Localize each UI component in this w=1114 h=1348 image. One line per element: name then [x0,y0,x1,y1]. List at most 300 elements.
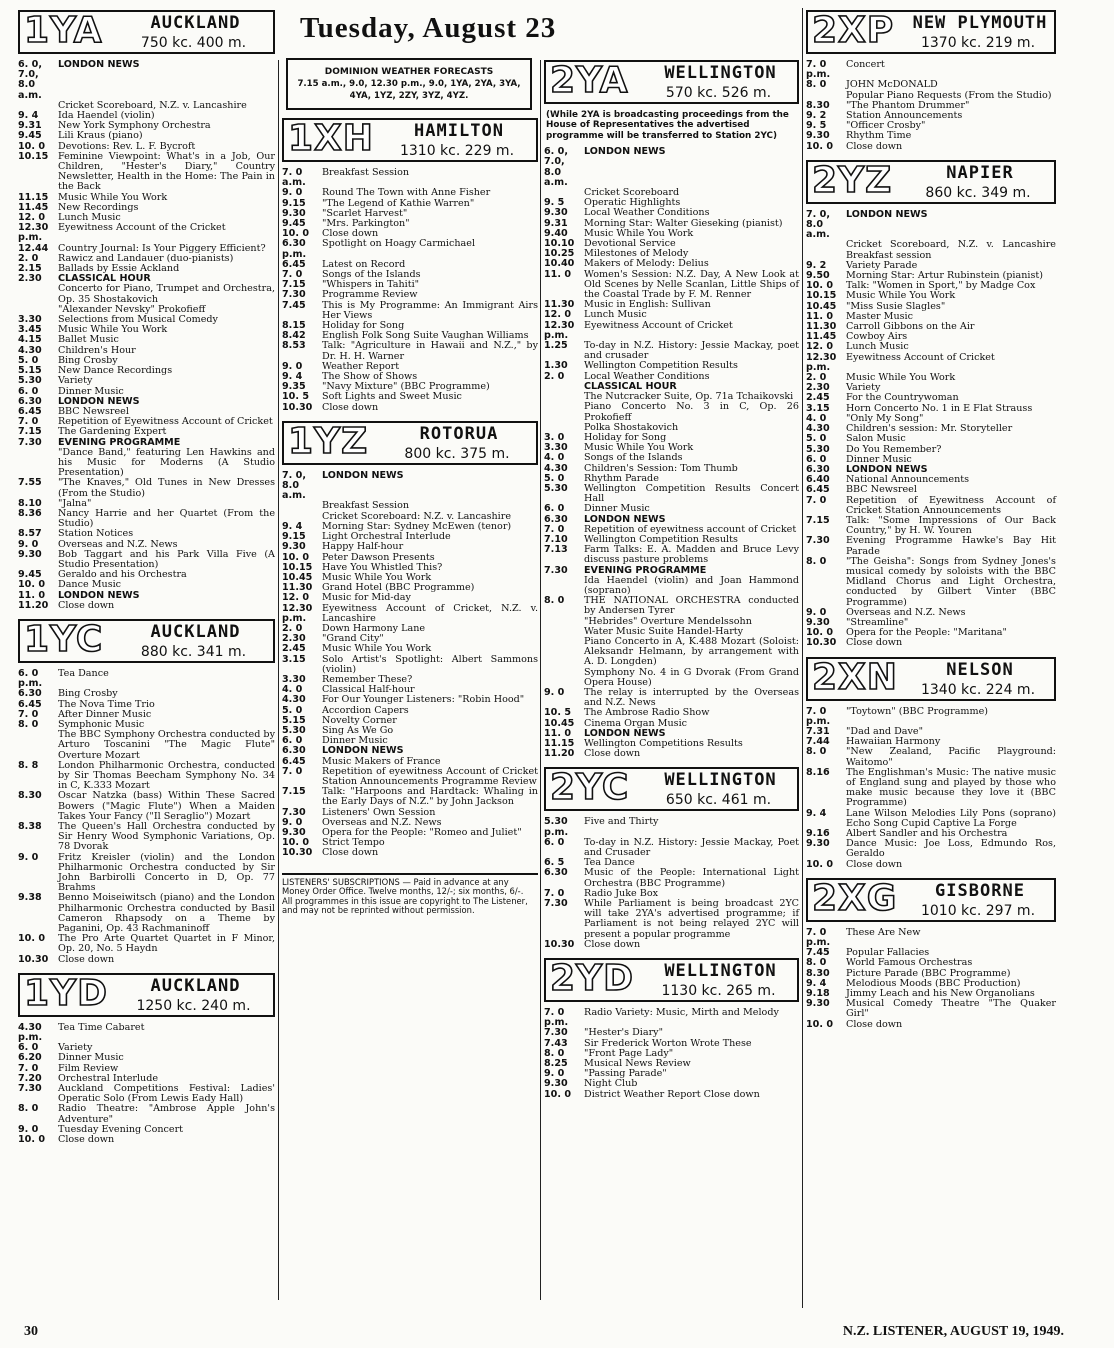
programme-time: 5.15 [18,365,42,377]
programme-time: 9.30 [544,1078,568,1090]
programme-time: 11.30 [544,299,575,311]
programme-title: Ida Haendel (violin) [58,110,155,122]
programme-time: 6.45 [806,484,830,496]
programme-title: LONDON NEWS [846,208,928,220]
station-frequency: 1370 kc. 219 m. [920,35,1036,51]
programme-title: For Our Younger Listeners: "Robin Hood" [322,694,525,706]
programme-title: Popular Fallacies [846,947,930,959]
programme-title: Accordion Capers [322,704,409,716]
programme-time: 8.42 [282,330,306,342]
programme-entry [806,536,1056,556]
programme-title: Tea Dance [58,667,109,679]
programme-time: 6.45 [18,405,42,417]
programme-title: Symphony No. 4 in G Dvorak (From Grand Opera House) [584,666,799,688]
programme-title: Picture Parade (BBC Programme) [846,967,1011,979]
programme-time: 10. 0 [282,837,310,849]
programme-entry [544,484,799,504]
weather-title: DOMINION WEATHER FORECASTS [324,67,494,77]
programme-time: 9. 5 [544,197,565,209]
programme-title: EVENING PROGRAMME [584,564,707,576]
programme-title: Concerto for Piano, Trumpet and Orchestra, Op. 35 Shostakovich [58,283,275,305]
station-header [18,973,275,1017]
station-frequency: 800 kc. 375 m. [404,445,510,462]
programme-title: These Are New [846,926,921,938]
programme-time: 7. 0 [282,765,303,777]
programme-entry [544,668,799,688]
programme-time: 7.45 [282,299,306,311]
station-header [806,10,1056,54]
station-1xh [282,118,538,421]
programme-entry [544,453,799,463]
programme-time: 9.45 [18,569,42,581]
programme-time: 7. 0 p.m. [806,926,831,949]
programme-time: 10.30 [282,847,313,859]
programme-time: 10.45 [282,571,313,583]
programme-entry [282,706,538,716]
programme-time: 9. 0 [18,851,39,863]
station-frequency: 1130 kc. 265 m. [661,983,776,1000]
station-frequency: 1310 kc. 229 m. [399,143,515,159]
programme-entry [544,817,799,837]
programme-entry [18,448,275,479]
station-frequency: 650 kc. 461 m. [665,792,772,809]
programme-title: Station Announcements [846,110,963,122]
programme-entry [544,1008,799,1028]
programme-time: 5.30 [282,724,306,736]
programme-title: Music While You Work [58,324,168,336]
programme-entry [18,761,275,792]
programme-title: Latest on Record [322,258,406,270]
programme-time: 11. 0 [544,727,572,739]
programme-title: Listeners' Own Session [322,806,436,818]
station-header [282,421,538,465]
programme-time: 7.13 [544,544,568,556]
programme-time: 6. 0 [544,503,565,515]
station-city: AUCKLAND [150,975,241,996]
programme-time: 11. 0 [544,268,572,280]
programme-time: 9.30 [806,130,830,142]
programme-title: "Navy Mixture" (BBC Programme) [322,381,490,393]
programme-entry [544,423,799,433]
station-1yz [282,421,538,867]
programme-time [544,668,584,688]
programme-title: Film Review [58,1062,119,1074]
station-callsign: 2YZ [812,159,893,201]
programme-entry [806,496,1056,516]
programme-title: "Passing Parade" [584,1068,667,1080]
programme-title: JOHN McDONALD [846,79,938,91]
programme-entry [806,131,1056,141]
programme-time: 9.30 [806,838,830,850]
programme-time: 10. 0 [282,228,310,240]
programme-title: The Pro Arte Quartet Quartet in F Minor, Op. 20, No. 5 Haydn [58,933,275,955]
programme-time: 9. 2 [806,110,827,122]
programme-time: 2.30 [282,633,306,645]
programme-entry [544,270,799,301]
programme-title: Tuesday Evening Concert [58,1123,184,1135]
programme-title: Sir Frederick Worton Wrote These [584,1037,752,1049]
programme-entry [18,669,275,689]
programme-entry [544,545,799,565]
programme-title: Carroll Gibbons on the Air [846,321,975,333]
programme-entry [18,934,275,954]
programme-time: 9.30 [806,616,830,628]
programme-time: 8. 0 [544,1047,565,1059]
programme-title: Children's Hour [58,344,136,356]
programme-time: 9.18 [806,988,830,1000]
programme-time: 7.45 [806,947,830,959]
programme-title: For the Countrywoman [846,392,959,404]
programme-title: District Weather Report Close down [584,1088,760,1100]
programme-entry [18,509,275,529]
programme-time: 9. 0 [282,360,303,372]
programme-title: Eyewitness Account of Cricket [584,319,733,331]
station-header [282,118,538,162]
programme-entry [282,624,538,634]
programme-entry [282,532,538,542]
station-header [18,10,275,54]
programme-entry [806,628,1056,638]
programme-entry [282,209,538,219]
programme-time: 10. 0 [806,1018,834,1030]
programme-time: 4.15 [18,334,42,346]
programme-title: New Dance Recordings [58,365,173,377]
programme-time: 2. 0 [282,622,303,634]
programme-title: "The Legend of Kathie Warren" [322,197,475,209]
programme-time: 9. 4 [18,110,39,122]
programme-time: 2.15 [18,263,42,275]
programme-title: To-day in N.Z. History: Jessie Mackay, poet and crusader [584,340,799,362]
programme-title: Fritz Kreisler (violin) and the London Philharmonic Orchestra conducted by Sir John Barbirolli Concerto in D, Op. 77 Brahms [58,851,275,894]
programme-time: 10. 5 [282,391,310,403]
programme-time: 10. 0 [806,858,834,870]
programme-entry [806,121,1056,131]
programme-title: Close down [846,140,903,152]
programme-title: Morning Star: Walter Gieseking (pianist) [584,217,783,229]
programme-title: Music While You Work [322,571,432,583]
subscriptions-text: LISTENERS' SUBSCRIPTIONS — Paid in advance at any Money Order Office. Twelve months, 12/-; six months, 6/-. [282,876,524,897]
station-city: HAMILTON [414,121,504,141]
programme-title: Eyewitness Account of Cricket [846,351,995,363]
station-spacer [806,152,1056,160]
programme-title: Cowboy Airs [846,331,908,343]
programme-time: 8.10 [18,497,42,509]
programme-time: 6.30 [544,867,568,879]
programme-title: Morning Star: Artur Rubinstein (pianist) [846,270,1043,282]
programme-time: 9. 5 [806,120,827,132]
programme-time: 6. 0 [18,385,39,397]
programme-title: Have You Whistled This? [322,561,443,573]
programme-title: Melodious Moods (BBC Production) [846,977,1021,989]
programme-entry [806,516,1056,536]
programme-title: Country Journal: Is Your Piggery Efficient? [58,242,266,254]
programme-entry [806,839,1056,859]
programme-entry [544,147,799,188]
station-header [806,657,1056,701]
station-2yc [544,767,799,958]
programme-time: 7.30 [806,535,830,547]
programme-title: Operatic Highlights [584,197,681,209]
programme-time: 2.45 [282,643,306,655]
programme-time: 7.15 [282,279,306,291]
programme-title: Women's Session: N.Z. Day, A New Look at Old Scenes by Nelle Scanlan, Little Ships of the Coastal Trade by F. M. Renner [584,268,799,301]
programme-entry [282,644,538,654]
programme-entry [806,860,1056,870]
station-spacer [18,965,275,973]
programme-time: 7.44 [806,736,830,748]
programme-time: 6. 0, 7.0, 8.0 a.m. [544,146,568,188]
programme-title: Holiday for Song [322,320,405,332]
programme-time: 6. 0 [282,735,303,747]
programme-entry [806,475,1056,485]
programme-title: Round The Town with Anne Fisher [322,187,491,199]
programme-title: BBC Newsreel [846,484,917,496]
station-header [806,160,1056,204]
programme-time: 11.30 [806,321,837,333]
programme-title: Music While You Work [584,227,694,239]
station-1ya [18,10,275,619]
programme-time: 8. 0 [806,79,827,91]
programme-title: "The Geisha": Songs from Sydney Jones's musical comedy by soloists with the BBC Midland Chorus and Light Orchestra, conducted by Gilbert Vinter (BBC Programme) [846,555,1056,608]
programme-title: Oscar Natzka (bass) Within These Sacred Bowers ("Magic Flute") When a Maiden Takes Your Fancy ("Il Seraglio") Mozart [58,790,275,822]
programme-time: 9.35 [282,381,306,393]
programme-entry [18,822,275,853]
programme-time: 8. 0 [806,957,827,969]
programme-time: 8. 8 [18,759,39,771]
programme-title: Overseas and N.Z. News [322,816,442,828]
programme-time: 9.30 [282,207,306,219]
station-spacer [806,1030,1056,1038]
programme-entry [282,239,538,259]
programme-title: New Recordings [58,201,139,213]
programme-title: Light Orchestral Interlude [322,531,451,543]
programme-time: 10.25 [544,248,575,260]
programme-title: Hawaiian Harmony [846,736,941,748]
programme-title: Children's Session: Tom Thumb [584,462,738,474]
programme-title: Dinner Music [58,385,124,397]
programme-time: 10.30 [544,938,575,950]
programme-title: Bing Crosby [58,688,118,700]
programme-entry [282,736,538,746]
programme-title: Wellington Competition Results [584,360,738,372]
programme-title: Music for Mid-day [322,592,411,604]
programme-time: 3.30 [544,442,568,454]
programme-title: Feminine Viewpoint: What's in a Job, Our Children, "Hester's Diary," Country Newsletter, Health in the Home: The Pain in the Back [58,150,275,193]
programme-time: 7. 0 [544,887,565,899]
programme-title: Musical News Review [584,1058,691,1070]
programme-entry [806,768,1056,809]
programme-title: Radio Variety: Music, Mirth and Melody [584,1007,779,1019]
programme-time: 12. 0 [18,212,46,224]
programme-time: 9. 2 [806,259,827,271]
programme-title: World Famous Orchestras [846,957,973,969]
programme-time: 5.30 p.m. [544,816,569,838]
programme-title: Overseas and N.Z. News [58,538,178,550]
programme-title: Children's session: Mr. Storyteller [846,423,1013,435]
programme-entry [18,791,275,822]
programme-time: 2. 0 [806,372,827,384]
weather-box [286,58,532,110]
programme-title: Radio Theatre: "Ambrose Apple John's Adventure" [58,1103,275,1125]
programme-time: 7.10 [544,533,568,545]
programme-entry [544,899,799,940]
programme-time: 4.30 [18,344,42,356]
programme-entry [18,284,275,304]
programme-title: "Front Page Lady" [584,1047,674,1059]
programme-time: 10. 0 [18,579,46,591]
programme-title: Soft Lights and Sweet Music [322,391,462,403]
programme-entry [544,576,799,596]
programme-title: "Officer Crosby" [846,120,926,132]
programme-title: Orchestral Interlude [58,1072,159,1084]
station-2yd [544,958,799,1108]
station-city: GISBORNE [935,880,1025,901]
programme-time: 10. 0 [18,140,46,152]
programme-time [18,284,58,304]
programme-time: 6.30 [282,745,306,757]
programme-title: Water Music Suite Handel-Harty [584,625,744,637]
station-2xp [806,10,1056,160]
programme-title: Lili Kraus (piano) [58,130,143,142]
programme-entry [282,787,538,807]
programme-time: 7.30 [544,1027,568,1039]
programme-time: 8.15 [282,320,306,332]
programme-title: Horn Concerto No. 1 in E Flat Strauss [846,402,1033,414]
station-header [544,60,799,104]
programme-title: LONDON NEWS [58,395,140,407]
programme-title: Spotlight on Hoagy Carmichael [322,238,476,250]
station-callsign: 2YD [550,958,634,1000]
programme-title: Repetition of eyewitness Account of Cricket Station Announcements Programme Review [322,765,538,787]
programme-time: 7.15 [282,786,306,798]
programme-title: Rhythm Time [846,130,912,142]
programme-time: 10.15 [18,150,49,162]
programme-entry [282,767,538,787]
station-callsign: 1YC [24,618,104,660]
programme-title: Breakfast Session [322,167,410,178]
programme-title: "Mrs. Parkington" [322,218,410,230]
programme-title: Lunch Music [584,309,647,321]
programme-title: Talk: "Some Impressions of Our Back Country," by H. W. Youren [846,514,1056,537]
programme-entry [806,302,1056,312]
programme-time: 12.44 [18,242,49,254]
programme-title: Cinema Organ Music [584,717,688,729]
programme-time: 9.30 [544,207,568,219]
programme-time: 1.25 [544,340,568,352]
programme-time: 9.30 [282,541,306,553]
programme-time [282,501,322,511]
subscriptions-note [282,873,538,916]
programme-time: 9. 0 [806,606,827,618]
programme-entry [18,710,275,720]
programme-time: 7.55 [18,477,42,489]
programme-title: Music While You Work [846,290,956,302]
station-callsign: 2XG [812,877,898,919]
programme-entry [806,332,1056,342]
programme-entry [18,397,275,407]
programme-time: 10. 0 [806,627,834,639]
programme-time [18,730,58,761]
programme-title: CLASSICAL HOUR [58,273,151,285]
programme-time: 7. 0 [18,708,39,720]
programme-time: 9. 0 [544,1068,565,1080]
programme-time: 9. 4 [806,807,827,819]
programme-title: Music While You Work [584,442,694,454]
programme-title: "Dad and Dave" [846,725,924,737]
programme-title: Station Notices [58,528,134,540]
programme-entry [18,601,275,611]
programme-time: 9. 4 [282,520,303,532]
programme-title: Night Club [584,1078,638,1090]
station-city: NELSON [946,659,1014,680]
programme-time: 9.30 [282,826,306,838]
programme-entry [18,193,275,203]
copyright-text: All programmes in this issue are copyright to The Listener, and may not be reprinted without permission. [282,895,528,916]
programme-title: Five and Thirty [584,816,659,828]
weather-text: 7.15 a.m., 9.0, 12.30 p.m., 9.0, 1YA, 2YA, 3YA, 4YA, 1YZ, 2ZY, 3YZ, 4YZ. [297,79,521,101]
programme-entry [806,424,1056,434]
programme-time: 6. 0 [544,836,565,848]
programme-time: 12.30 p.m. [806,351,837,373]
programme-title: The Nova Time Trio [58,698,155,710]
programme-title: Remember These? [322,673,413,685]
programme-title: Programme Review [322,289,418,301]
programme-title: LONDON NEWS [846,463,928,475]
station-frequency: 1250 kc. 240 m. [136,997,251,1014]
station-2xg [806,878,1056,1038]
programme-title: Music While You Work [58,191,168,203]
programme-time: 10. 5 [544,707,572,719]
programme-entry [806,608,1056,618]
programme-time: 5.30 [18,375,42,387]
programme-entry [18,335,275,345]
programme-title: Songs of the Islands [584,452,683,464]
programme-time: 7. 0 [18,416,39,428]
programme-title: National Announcements [846,474,970,486]
programme-title: Close down [58,953,115,965]
programme-entry [544,504,799,514]
station-city: WELLINGTON [664,770,777,791]
programme-title: Close down [584,748,641,760]
programme-time: 12. 0 [806,341,834,353]
programme-time: 8. 0 [806,746,827,758]
programme-time: 9.45 [18,130,42,142]
programme-title: Talk: "Agriculture in Hawaii and N.Z.," by Dr. H. H. Warner [322,340,538,362]
programme-entry [282,471,538,502]
programme-time: 12.30 p.m. [18,222,49,244]
programme-time: 7. 0 p.m. [806,59,831,81]
programme-time: 9.40 [544,227,568,239]
programme-entry [806,747,1056,767]
programme-time: 7.30 [18,1083,42,1095]
programme-entry [18,730,275,761]
programme-time: 9.38 [18,892,42,904]
programme-title: Close down [846,1018,903,1030]
station-spacer [544,1100,799,1108]
programme-title: Local Weather Conditions [584,370,710,382]
programme-time: 4. 0 [806,412,827,424]
programme-title: After Dinner Music [58,708,152,720]
programme-time: 9. 4 [806,977,827,989]
programme-time: 11.20 [544,748,575,760]
programme-entry [544,838,799,858]
programme-title: Ballads by Essie Ackland [58,263,180,275]
programme-entry [806,707,1056,727]
programme-title: Bob Taggart and his Park Villa Five (A Studio Presentation) [58,548,275,570]
programme-title: Grand Hotel (BBC Programme) [322,582,475,594]
programme-time: 2.30 [806,382,830,394]
programme-title: Popular Piano Requests (From the Studio) [846,89,1052,101]
